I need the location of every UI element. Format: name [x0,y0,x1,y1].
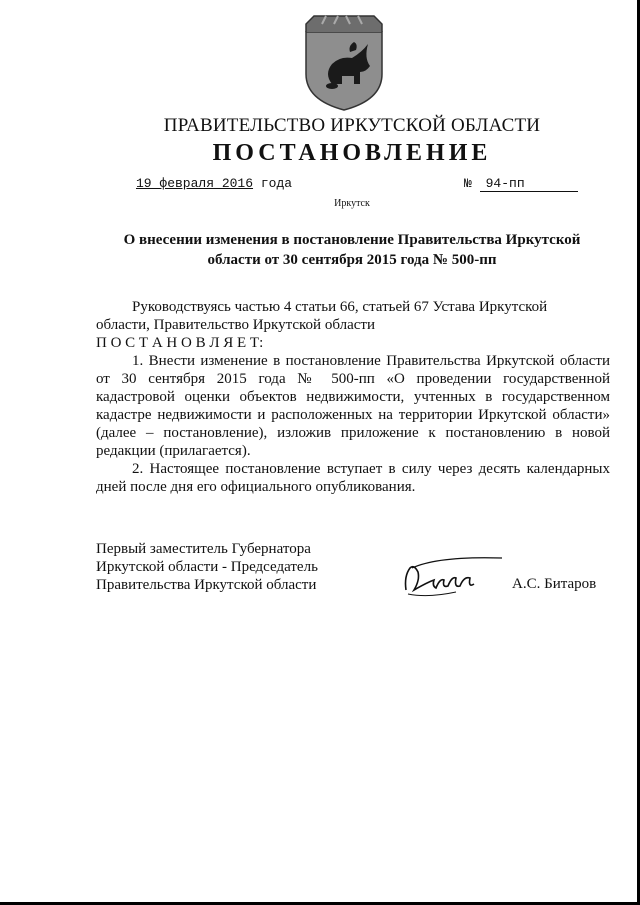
document-city: Иркутск [334,198,370,209]
position-line-3: Правительства Иркутской области [96,577,317,593]
preamble-line-2: области, Правительство Иркутской области [96,317,375,333]
preamble-line-1: Руководствуясь частью 4 статьи 66, статьей 67 Устава Иркутской [132,299,548,315]
decree-item-2: 2. Настоящее постановление вступает в силу через десять календарных дней после дня его официального опубликования. [96,461,610,495]
subject-line-1: О внесении изменения в постановление Правительства Иркутской [123,232,581,248]
position-line-2: Иркутской области - Председатель [96,559,318,575]
signatory-position [96,540,318,594]
document-body [96,298,610,496]
subject-line-2: области от 30 сентября 2015 года № 500-пп [207,252,497,268]
decrees-heading: П О С Т А Н О В Л Я Е Т: [96,335,264,351]
coat-of-arms-icon [302,12,386,112]
document-subject [104,230,600,270]
document-date [136,176,292,191]
decree-item-1: 1. Внести изменение в постановление Правительства Иркутской области от 30 сентября 2015 года № 500-пп «О проведении государственной кадастровой оценки объектов недвижимости, учтенных в государственном кадастре недвижимости и расположенных на территории Иркутской области» (далее – постановление), изложив приложение к постановлению в новой редакции (прилагается). [96,353,610,459]
government-title: ПРАВИТЕЛЬСТВО ИРКУТСКОЙ ОБЛАСТИ [163,115,541,136]
date-value: 19 февраля 2016 [136,176,254,191]
number-value: 94-пп [480,176,578,192]
handwritten-signature [398,546,508,606]
date-suffix: года [260,176,293,191]
document-type: ПОСТАНОВЛЕНИЕ [212,140,492,166]
position-line-1: Первый заместитель Губернатора [96,541,311,557]
document-number [464,176,578,192]
number-sign: № [464,176,472,191]
signatory-name: А.С. Битаров [512,576,597,592]
